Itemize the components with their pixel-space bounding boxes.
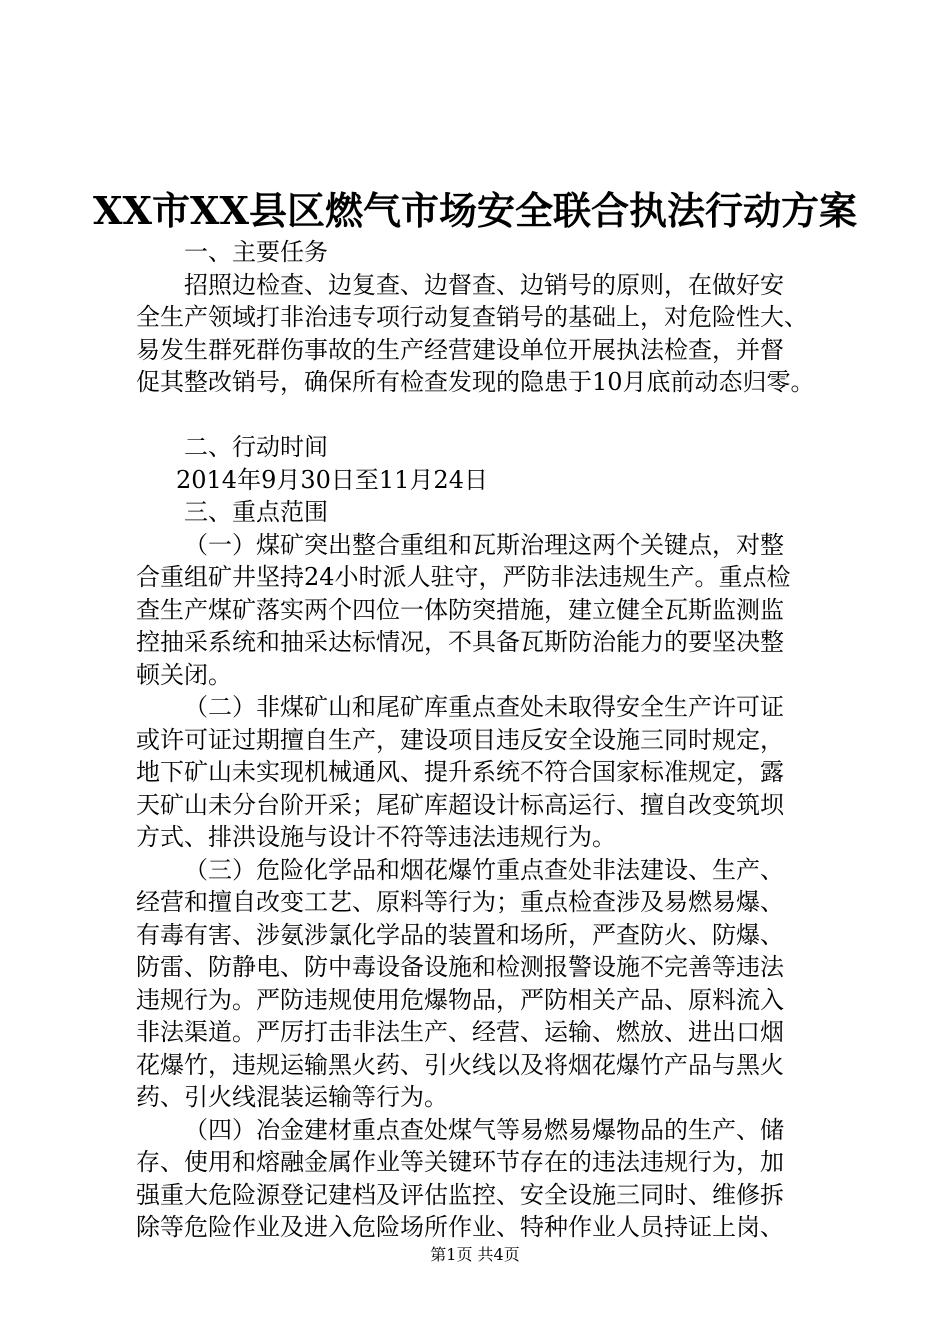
- blank-line: [136, 399, 836, 432]
- paragraph-line: 违规行为。严防违规使用危爆物品，严防相关产品、原料流入: [136, 985, 784, 1014]
- paragraph-line: 方式、排洪设施与设计不符等违法违规行为。: [136, 823, 616, 851]
- page-number-footer: 第1页 共4页: [430, 1245, 520, 1264]
- paragraph-line: 除等危险作业及进入危险场所作业、特种作业人员持证上岗、: [136, 1213, 784, 1241]
- action-date-range: 2014年9月30日至11月24日: [176, 465, 488, 494]
- paragraph-line: （二）非煤矿山和尾矿库重点查处未取得安全生产许可证: [184, 693, 784, 721]
- paragraph-line: 药、引火线混装运输等行为。: [136, 1083, 448, 1111]
- section-heading-tasks: 一、主要任务: [184, 238, 328, 266]
- paragraph-line: 花爆竹，违规运输黑火药、引火线以及将烟花爆竹产品与黑火: [136, 1050, 784, 1079]
- paragraph-line: 或许可证过期擅自生产，建设项目违反安全设施三同时规定，: [136, 725, 784, 754]
- document-title: XX市XX县区燃气市场安全联合执法行动方案: [93, 188, 857, 233]
- paragraph-line: 全生产领域打非治违专项行动复查销号的基础上，对危险性大、: [136, 303, 808, 331]
- section-heading-scope: 三、重点范围: [184, 498, 328, 526]
- paragraph-line: 地下矿山未实现机械通风、提升系统不符合国家标准规定，露: [136, 758, 784, 786]
- paragraph-line: 存、使用和熔融金属作业等关键环节存在的违法违规行为，加: [136, 1148, 784, 1176]
- paragraph-line: 天矿山未分台阶开采；尾矿库超设计标高运行、擅自改变筑坝: [136, 790, 784, 819]
- document-body: [136, 236, 836, 1244]
- paragraph-line: 经营和擅自改变工艺、原料等行为；重点检查涉及易燃易爆、: [136, 888, 784, 916]
- paragraph-line: 顿关闭。: [136, 660, 232, 689]
- paragraph-line: （三）危险化学品和烟花爆竹重点查处非法建设、生产、: [184, 855, 784, 884]
- paragraph-line: 易发生群死群伤事故的生产经营建设单位开展执法检查，并督: [136, 335, 784, 364]
- paragraph-line: 促其整改销号，确保所有检查发现的隐患于10月底前动态归零。: [136, 368, 815, 396]
- paragraph-line: 合重组矿井坚持24小时派人驻守，严防非法违规生产。重点检: [136, 563, 791, 591]
- paragraph-line: （一）煤矿突出整合重组和瓦斯治理这两个关键点，对整: [184, 530, 784, 559]
- paragraph-line: （四）冶金建材重点查处煤气等易燃易爆物品的生产、储: [184, 1115, 784, 1144]
- paragraph-line: 非法渠道。严厉打击非法生产、经营、运输、燃放、进出口烟: [136, 1018, 784, 1046]
- section-heading-time: 二、行动时间: [184, 433, 328, 461]
- paragraph-line: 控抽采系统和抽采达标情况，不具备瓦斯防治能力的要坚决整: [136, 628, 784, 656]
- paragraph-line: 招照边检查、边复查、边督查、边销号的原则，在做好安: [184, 270, 784, 299]
- paragraph-line: 强重大危险源登记建档及评估监控、安全设施三同时、维修拆: [136, 1180, 784, 1209]
- paragraph-line: 查生产煤矿落实两个四位一体防突措施，建立健全瓦斯监测监: [136, 595, 784, 624]
- paragraph-line: 防雷、防静电、防中毒设备设施和检测报警设施不完善等违法: [136, 953, 784, 981]
- paragraph-line: 有毒有害、涉氨涉氯化学品的装置和场所，严查防火、防爆、: [136, 920, 784, 949]
